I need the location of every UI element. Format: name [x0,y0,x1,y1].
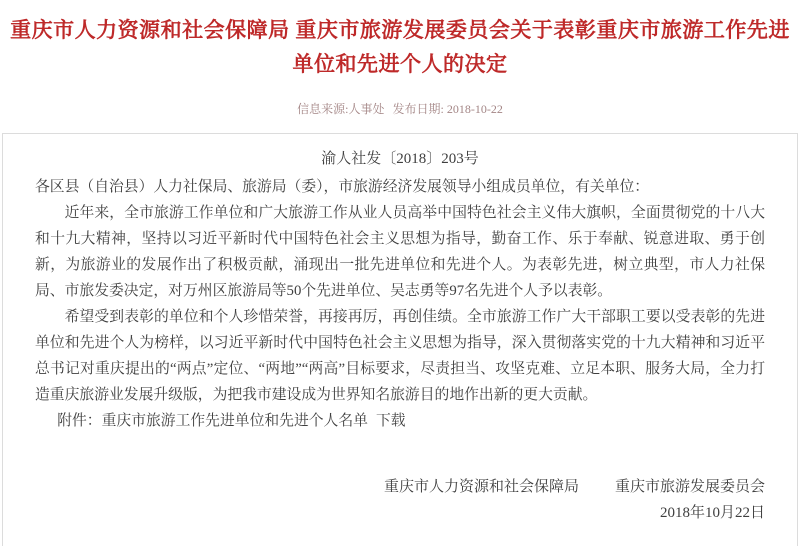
doc-number: 渝人社发〔2018〕203号 [321,151,479,167]
signature-agency-2: 重庆市旅游发展委员会 [614,479,765,495]
document-box [2,133,798,546]
meta-source-label: 信息来源: [297,102,349,116]
salutation: 各区县（自治县）人力社保局、旅游局（委），市旅游经济发展领导小组成员单位，有关单位： [35,179,650,195]
attachment-line [35,408,765,434]
signature-agency-1: 重庆市人力资源和社会保障局 [383,479,579,495]
meta-date-label: 发布日期: [392,102,444,116]
page-title: 重庆市人力资源和社会保障局 重庆市旅游发展委员会关于表彰重庆市旅游工作先进单位和先进个人的决定 [10,18,790,76]
paragraph-1: 近年来，全市旅游工作单位和广大旅游工作从业人员高举中国特色社会主义伟大旗帜，全面贯彻党的十八大和十九大精神，坚持以习近平新时代中国特色社会主义思想为指导，勤奋工作、乐于奉献、锐意进取、勇于创新，为旅游业的发展作出了积极贡献，涌现出一批先进单位和先进个人。为表彰先进，树立典型，市人力社保局、市旅发委决定，对万州区旅游局等50个先进单位、吴志勇等97名先进个人予以表彰。 [35,205,765,299]
signature-date: 2018年10月22日 [659,505,765,521]
meta-line [0,101,800,117]
signature-block [35,474,765,500]
attachment-label: 附件： [57,413,102,429]
meta-date-value: 2018-10-22 [446,102,503,116]
meta-source-value: 人事处 [348,102,385,116]
doc-body [35,174,765,526]
page [0,13,800,546]
paragraph-2: 希望受到表彰的单位和个人珍惜荣誉，再接再厉，再创佳绩。全市旅游工作广大干部职工要以受表彰的先进单位和先进个人为榜样，以习近平新时代中国特色社会主义思想为指导，深入贯彻落实党的十九大精神和习近平总书记对重庆提出的“两点”定位、“两地”“两高”目标要求，尽责担当、攻坚克难、立足本职、服务大局，全力打造重庆旅游业发展升级版，为把我市建设成为世界知名旅游目的地作出新的更大贡献。 [35,309,765,403]
attachment-name-link[interactable]: 重庆市旅游工作先进单位和先进个人名单 [101,413,368,429]
attachment-download-link[interactable]: 下载 [375,413,406,429]
